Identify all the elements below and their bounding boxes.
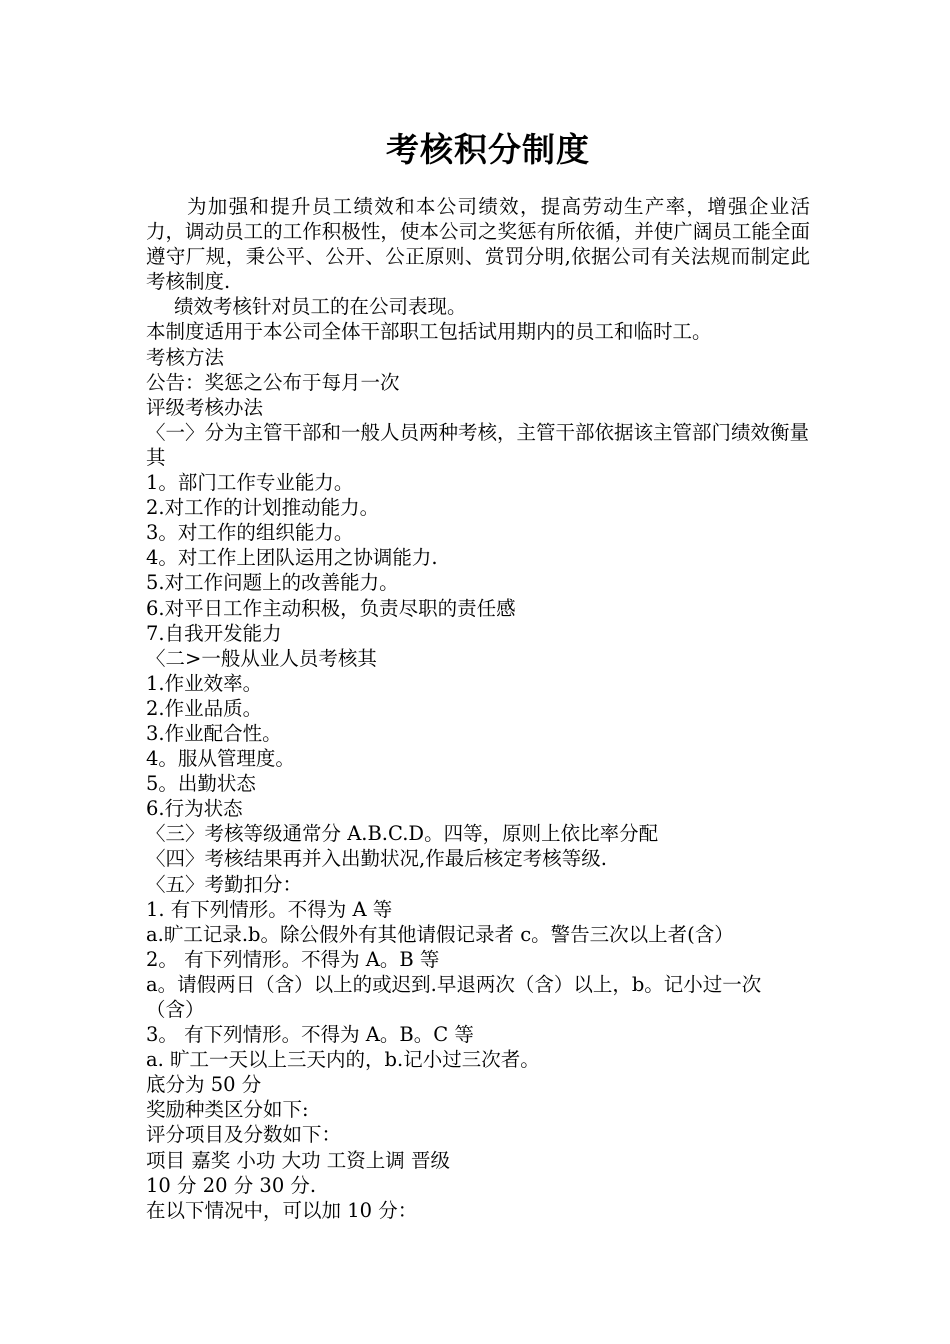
scoring-values-line: 10 分 20 分 30 分. [146, 1173, 317, 1197]
list-item: a。请假两日（含）以上的或迟到.早退两次（含）以上，b。记小过一次（含） [146, 972, 762, 1021]
reward-types-line: 奖励种类区分如下: [146, 1098, 309, 1122]
list-item: a.旷工记录.b。除公假外有其他请假记录者 c。警告三次以上者(含） [146, 922, 734, 946]
list-item: 3.作业配合性。 [146, 721, 282, 745]
list-item: 7.自我开发能力 [146, 621, 282, 645]
list-item: a. 旷工一天以上三天内的，b.记小过三次者。 [146, 1048, 540, 1072]
scoring-header-line: 项目 嘉奖 小功 大功 工资上调 晋级 [146, 1148, 450, 1172]
list-item: 1. 有下列情形。不得为 A 等 [146, 897, 393, 921]
list-item: 2.作业品质。 [146, 696, 263, 720]
list-item: 6.对平日工作主动积极，负责尽职的责任感 [146, 596, 516, 620]
list-item: 6.行为状态 [146, 797, 243, 821]
clause-paragraph: 〈四〉考核结果再并入出勤状况,作最后核定考核等级. [146, 847, 607, 871]
bonus-condition-line: 在以下情况中，可以加 10 分： [146, 1198, 418, 1222]
list-item: 2。 有下列情形。不得为 A。B 等 [146, 947, 440, 971]
section-heading: 考核方法 [146, 345, 225, 369]
list-item: 1。部门工作专业能力。 [146, 471, 354, 495]
list-item: 5.对工作问题上的改善能力。 [146, 571, 399, 595]
clause-paragraph: 〈一〉分为主管干部和一般人员两种考核，主管干部依据该主管部门绩效衡量其 [146, 420, 810, 469]
base-score-line: 底分为 50 分 [146, 1073, 262, 1097]
applicability-paragraph: 本制度适用于本公司全体干部职工包括试用期内的员工和临时工。 [146, 320, 712, 344]
list-item: 2.对工作的计划推动能力。 [146, 496, 380, 520]
list-item: 3。 有下列情形。不得为 A。B。C 等 [146, 1023, 474, 1047]
clause-paragraph: 〈五〉考勤扣分： [146, 872, 303, 896]
scope-paragraph: 绩效考核针对员工的在公司表现。 [174, 295, 467, 319]
clause-paragraph: 〈二>一般从业人员考核其 [146, 646, 377, 670]
list-item: 4。对工作上团队运用之协调能力. [146, 546, 438, 570]
list-item: 3。对工作的组织能力。 [146, 521, 354, 545]
intro-paragraph: 为加强和提升员工绩效和本公司绩效，提高劳动生产率，增强企业活力，调动员工的工作积极性，使本公司之奖惩有所依循，并使广阔员工能全面遵守厂规，秉公平、公开、公正原则、赏罚分明,依据公司有关法规而制定此考核制度. [146, 195, 810, 294]
list-item: 1.作业效率。 [146, 671, 263, 695]
clause-paragraph: 〈三〉考核等级通常分 A.B.C.D。四等，原则上依比率分配 [146, 822, 659, 846]
document-title: 考核积分制度 [386, 130, 590, 169]
announcement-line: 公告：奖惩之公布于每月一次 [146, 370, 400, 394]
document-body [146, 194, 810, 1223]
list-item: 5。出勤状态 [146, 772, 256, 796]
scoring-items-line: 评分项目及分数如下： [146, 1123, 342, 1147]
section-heading: 评级考核办法 [146, 395, 264, 419]
list-item: 4。服从管理度。 [146, 747, 295, 771]
